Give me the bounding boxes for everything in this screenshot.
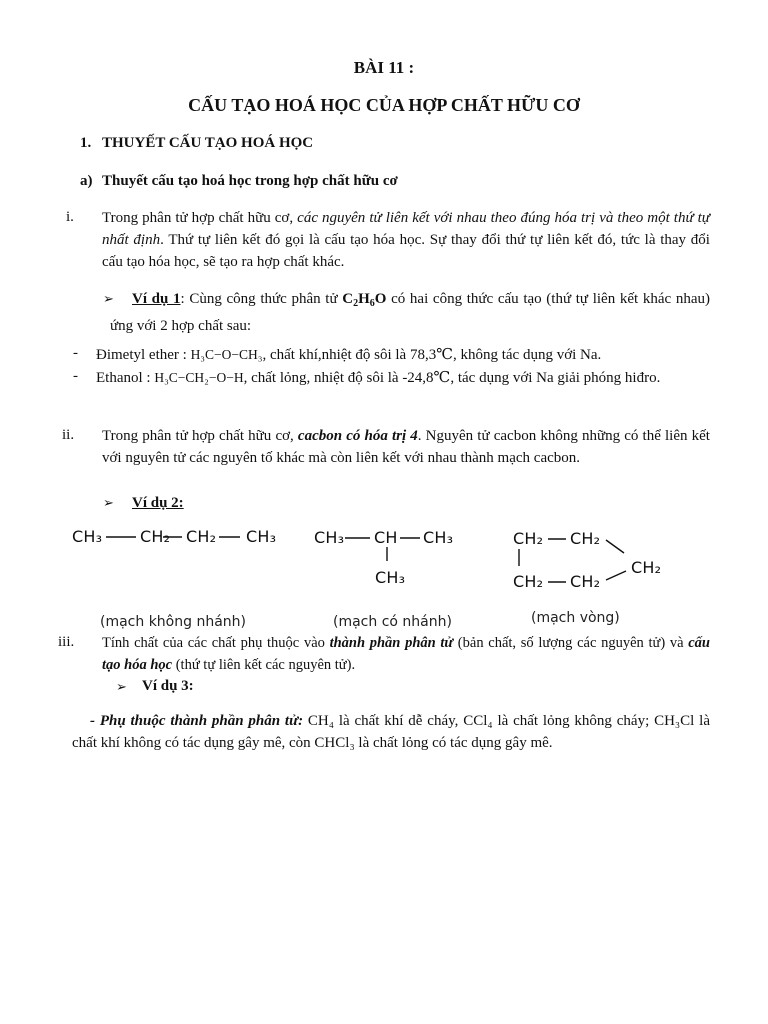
chain2-atom-3: CH₃ xyxy=(423,528,454,547)
example-1-formula: $C_2H_6O$ xyxy=(342,291,387,309)
item-ii-text-end: . Nguyên tử cacbon không những có thể liên kết với nguyên tử các nguyên tố khác mà còn liên kết với nhau thành mạch cacbon. xyxy=(102,428,710,466)
chain3-atom-3: CH₂ xyxy=(631,558,662,577)
ethanol-name: Ethanol : xyxy=(96,370,155,386)
example-1-text-start: Cùng công thức phân tử xyxy=(189,291,343,307)
item-iii-text-start: Tính chất của các chất phụ thuộc vào xyxy=(102,635,330,651)
chain1-atom-2: CH₂ xyxy=(140,527,171,546)
example-1-colon: : xyxy=(180,291,190,307)
chain3-bond-5 xyxy=(606,571,626,580)
subsection-heading: Thuyết cấu tạo hoá học trong hợp chất hữu cơ xyxy=(102,173,398,189)
dimethyl-formula: H₃C−O−CH₃ xyxy=(190,347,263,362)
item-iii-marker: iii. xyxy=(58,634,75,650)
ethanol-desc: , chất lỏng, nhiệt độ sôi là -24,8℃, tác dụng với Na giải phóng hiđro. xyxy=(243,370,661,386)
chain2-atom-2: CH xyxy=(374,528,398,547)
chain1-atom-3: CH₂ xyxy=(186,527,217,546)
item-ii-text-bold-italic: cacbon có hóa trị 4 xyxy=(297,428,418,444)
ethanol-formula: H₃C−CH₂−O−H xyxy=(154,370,244,385)
item-iii-paragraph xyxy=(102,632,710,676)
item-iii-text-mid: (bản chất, số lượng các nguyên tử) và xyxy=(453,635,689,651)
example-2-label: Ví dụ 2: xyxy=(132,495,184,511)
item-i-text-start: Trong phân tử hợp chất hữu cơ, xyxy=(102,210,298,226)
item-i-text-end: . Thứ tự liên kết đó gọi là cấu tạo hóa học. Sự thay đổi thứ tự liên kết đó, tức là thay đổi cấu tạo hóa học, sẽ tạo ra hợp chất khác. xyxy=(102,232,710,270)
item-iii-bold-2: cấu tạo hóa học xyxy=(102,635,710,673)
item-iii-bold-1: thành phần phân tử xyxy=(329,635,454,651)
example-3-lead: - Phụ thuộc thành phần phân tử: xyxy=(90,713,304,729)
example-3-paragraph xyxy=(72,710,710,754)
chain3-caption: (mạch vòng) xyxy=(531,610,620,626)
item-i-marker: i. xyxy=(66,209,74,225)
item-ii-marker: ii. xyxy=(62,427,75,443)
example-3-text: CH₄ là chất khí dễ cháy, CCl₄ là chất lỏng không cháy; CH₃Cl là chất khí không có tác dụng gây mê, còn CHCl₃ là chất lỏng có tác dụng gây mê. xyxy=(72,713,710,751)
ethanol-dash: - xyxy=(73,368,78,384)
example-1-text-end: có hai công thức cấu tạo (thứ tự liên kết khác nhau) ứng với 2 hợp chất sau: xyxy=(110,291,710,334)
chain3-atom-2: CH₂ xyxy=(570,529,601,548)
section-heading: THUYẾT CẤU TẠO HOÁ HỌC xyxy=(102,135,314,151)
chain1-atom-4: CH₃ xyxy=(246,527,277,546)
chain3-atom-4: CH₂ xyxy=(513,572,544,591)
chain2-caption: (mạch có nhánh) xyxy=(333,614,452,630)
example-3-label: Ví dụ 3: xyxy=(142,678,194,694)
chain3-atom-1: CH₂ xyxy=(513,529,544,548)
example-3-bullet: ➢ xyxy=(116,679,127,694)
chain3-atom-5: CH₂ xyxy=(570,572,601,591)
chain2-atom-branch: CH₃ xyxy=(375,568,406,587)
dimethyl-name: Đimetyl ether : xyxy=(96,347,191,363)
chain1-atom-1: CH₃ xyxy=(72,527,103,546)
item-ii-text-start: Trong phân tử hợp chất hữu cơ, xyxy=(102,428,298,444)
lesson-title: CẤU TẠO HOÁ HỌC CỦA HỢP CHẤT HỮU CƠ xyxy=(188,95,580,115)
example-2-bullet: ➢ xyxy=(103,495,114,510)
item-i-text-italic: các nguyên tử liên kết với nhau theo đúng hóa trị và theo một thứ tự nhất định xyxy=(102,210,710,248)
example-1-label: Ví dụ 1 xyxy=(132,291,181,307)
chain2-atom-1: CH₃ xyxy=(314,528,345,547)
subsection-label: a) xyxy=(80,173,93,189)
dimethyl-dash: - xyxy=(73,345,78,361)
section-number: 1. xyxy=(80,135,92,151)
dimethyl-desc: , chất khí,nhiệt độ sôi là 78,3℃, không tác dụng với Na. xyxy=(262,347,602,363)
chain1-caption: (mạch không nhánh) xyxy=(100,614,246,630)
item-iii-text-end: (thứ tự liên kết các nguyên tử). xyxy=(172,657,356,673)
lesson-number: BÀI 11 : xyxy=(353,58,415,77)
example-1-bullet: ➢ xyxy=(103,291,114,306)
chain3-bond-4 xyxy=(606,540,624,553)
